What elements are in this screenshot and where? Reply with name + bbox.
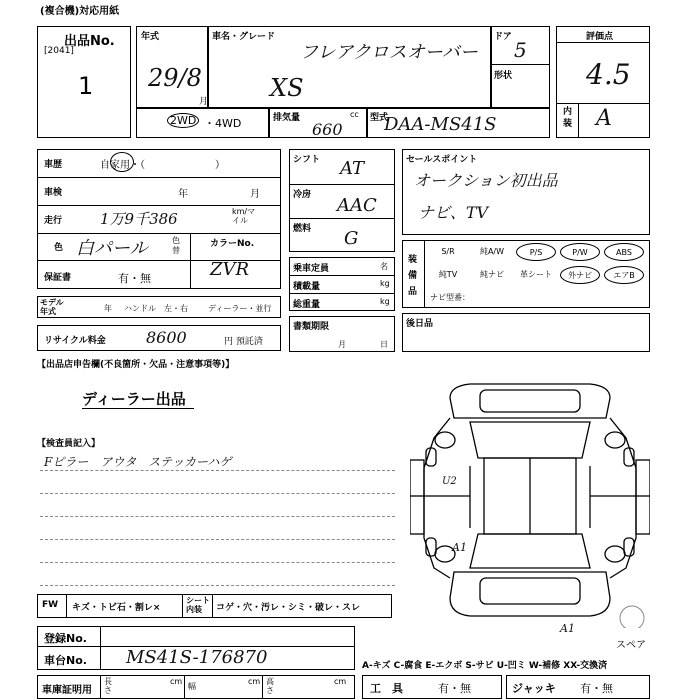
- legend: A-キズ C-腐食 E-エクボ S-サビ U-凹ミ W-補修 XX-交換済: [362, 661, 608, 671]
- displacement-unit: cc: [350, 110, 359, 119]
- tools-value: 有・無: [438, 682, 471, 695]
- displacement-value: 660: [312, 120, 343, 139]
- door-label: ドア: [494, 32, 512, 42]
- aircon-value: AAC: [337, 195, 377, 216]
- chassis-value: MS41S-176870: [126, 647, 268, 668]
- model-label: 型式: [370, 113, 389, 123]
- warranty-label: 保証書: [44, 273, 72, 283]
- recycle-label: リサイクル料金: [44, 336, 106, 346]
- navi-label: ナビ型番：: [430, 293, 470, 302]
- inspection-year: 年: [178, 189, 188, 200]
- cert-width: 幅: [188, 682, 196, 691]
- cert-height: 高さ: [266, 677, 274, 695]
- equipment-item: 革シート: [520, 270, 552, 279]
- history-label: 車歴: [44, 160, 63, 170]
- equipment-item: P/W: [560, 243, 600, 261]
- dealer-title: ディーラー出品: [82, 390, 186, 408]
- load-unit: kg: [380, 279, 390, 288]
- equipment-label: 装備品: [408, 255, 418, 297]
- rating-label: 評価点: [586, 32, 614, 42]
- inspection-label: 車検: [44, 188, 63, 198]
- history-value: 自家用・（ ）: [100, 160, 225, 171]
- reg-label: 登録No.: [44, 632, 87, 645]
- aircon-label: 冷房: [293, 190, 312, 200]
- equipment-item: 純A/W: [479, 247, 505, 256]
- modelyear-label: モデル年式: [40, 298, 64, 316]
- warranty-value: 有・無: [118, 272, 151, 285]
- shift-label: シフト: [293, 155, 321, 165]
- sales-line2: ナビ、TV: [418, 203, 489, 222]
- chassis-label: 車台No.: [44, 654, 87, 667]
- cert-width-cm: cm: [248, 677, 261, 686]
- mark-a1-side: A1: [452, 541, 467, 554]
- jack-label: ジャッキ: [512, 682, 556, 695]
- model-value: DAA-MS41S: [384, 114, 497, 135]
- after-label: 後日品: [406, 319, 434, 329]
- equipment-item: 外ナビ: [560, 266, 600, 284]
- storage-label: 書類期限: [293, 322, 330, 332]
- cert-len: 長さ: [104, 677, 112, 695]
- spare-label: スペア: [616, 640, 646, 651]
- cert-len-cm: cm: [170, 677, 183, 686]
- jack-value: 有・無: [580, 682, 613, 695]
- sales-line1: オークション初出品: [414, 171, 558, 190]
- after-block: [402, 313, 650, 352]
- history-circle: [110, 152, 134, 172]
- capacity-unit: 名: [380, 262, 388, 271]
- weight-unit: kg: [380, 297, 390, 306]
- cert-height-cm: cm: [334, 677, 347, 686]
- fw-value: キズ・トビ石・割レ×: [72, 603, 161, 613]
- name-label: 車名・グレード: [212, 32, 276, 42]
- modelyear-handle: ハンドル 左・右: [124, 304, 188, 313]
- modelyear-dealer: ディーラー・並行: [208, 304, 272, 313]
- equipment-item: ABS: [604, 243, 644, 261]
- year-label: 年式: [141, 32, 160, 42]
- capacity-label: 乗車定員: [293, 264, 330, 274]
- equipment-item: P/S: [516, 243, 556, 261]
- sales-label: セールスポイント: [406, 155, 478, 165]
- form-title: (複合機)対応用紙: [40, 6, 120, 17]
- car-diagram: [410, 378, 650, 628]
- color-value: 白パール: [76, 238, 148, 259]
- equipment-item: エアB: [604, 266, 644, 284]
- report-label: 【出品店申告欄(不良箇所・欠品・注意事項等)】: [37, 360, 235, 370]
- cert-label: 車庫証明用: [42, 685, 92, 696]
- fuel-value: G: [344, 228, 359, 249]
- mileage-unit: km/マイル: [232, 207, 256, 225]
- displacement-label: 排気量: [273, 113, 301, 123]
- equipment-item: S/R: [441, 247, 455, 256]
- storage-day: 日: [380, 340, 388, 349]
- inspector-label: 【検査員記入】: [37, 439, 101, 449]
- door-value: 5: [514, 38, 527, 62]
- color-label: 色: [54, 243, 64, 253]
- color-code-value: ZVR: [210, 259, 250, 280]
- lot-number: 1: [78, 72, 94, 100]
- drive-2wd[interactable]: [167, 114, 199, 127]
- seat-label: シート内装: [186, 596, 210, 614]
- drive-2wd-text: 2WD: [167, 113, 199, 128]
- rating-score: 4.5: [586, 58, 631, 91]
- shape-label: 形状: [494, 71, 513, 81]
- recycle-unit: 円 預託済: [224, 337, 263, 347]
- equipment-item: 純ナビ: [480, 270, 504, 279]
- name-value: フレアクロスオーバー: [300, 42, 478, 63]
- lot-label: 出品No.: [64, 34, 115, 49]
- grade-value: XS: [270, 74, 304, 102]
- color-code-label: カラーNo.: [210, 239, 255, 249]
- fuel-label: 燃料: [293, 224, 312, 234]
- shift-value: AT: [340, 158, 365, 179]
- equipment-item: 純TV: [438, 270, 458, 279]
- storage-month: 月: [338, 340, 346, 349]
- interior-value: A: [596, 106, 612, 131]
- mark-u2: U2: [442, 476, 457, 487]
- fw-label: FW: [42, 600, 59, 610]
- modelyear-year: 年: [104, 304, 112, 313]
- year-value: 29/8: [148, 64, 202, 92]
- inspector-note: Fピラー アウタ ステッカーハゲ: [44, 455, 232, 469]
- interior-label: 内装: [563, 107, 573, 129]
- inspection-month: 月: [250, 189, 260, 200]
- mark-a1-rear: A1: [560, 622, 575, 635]
- lot-stamp: [2041]: [44, 46, 74, 56]
- tools-label: 工 具: [370, 682, 403, 695]
- year-suffix: 月: [199, 97, 209, 107]
- weight-label: 総重量: [293, 300, 321, 310]
- color-change-label: 色替: [172, 236, 180, 255]
- mileage-label: 走行: [44, 216, 63, 226]
- recycle-value: 8600: [146, 328, 187, 347]
- mileage-value: 1万9千386: [100, 210, 178, 228]
- seat-value: コゲ・穴・汚レ・シミ・破レ・スレ: [216, 603, 361, 613]
- drive-4wd[interactable]: ・4WD: [204, 117, 242, 130]
- load-label: 積載量: [293, 282, 321, 292]
